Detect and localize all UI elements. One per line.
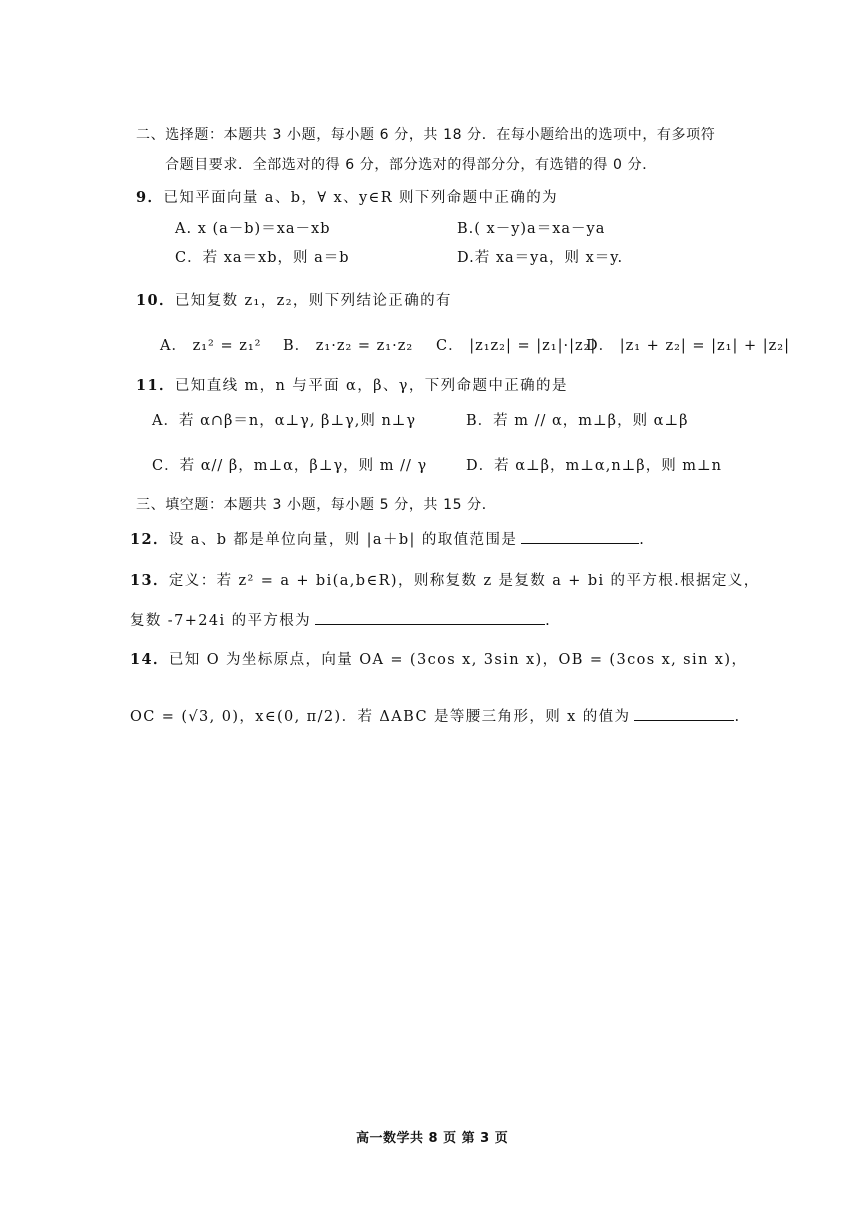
q13-line1 xyxy=(130,569,760,590)
q13-number: 13． xyxy=(130,572,169,589)
section3-heading: 三、填空题：本题共 3 小题，每小题 5 分，共 15 分． xyxy=(136,497,497,513)
q10-option-d: D． |z₁ + z₂| = |z₁| + |z₂| xyxy=(586,338,790,354)
q14-text-line2: OC = (√3, 0)，x∈(0, π/2)．若 ΔABC 是等腰三角形，则 x 的值为 xyxy=(130,709,631,725)
q10-option-b: B． z₁·z₂ = z₁·z₂ xyxy=(283,338,414,354)
q10-stem xyxy=(136,289,452,310)
q11-option-d: D．若 α⊥β，m⊥α,n⊥β，则 m⊥n xyxy=(466,458,723,474)
q12-text: 设 a、b 都是单位向量，则 |a＋b| 的取值范围是 xyxy=(168,532,518,548)
q13-answer-blank[interactable] xyxy=(315,610,545,625)
q10-stem-text: 已知复数 z₁，z₂，则下列结论正确的有 xyxy=(174,293,452,309)
q13-text-line1: 定义：若 z² = a + bi(a,b∈R)，则称复数 z 是复数 a + bi 的平方根.根据定义， xyxy=(168,573,760,589)
q9-option-d: D.若 xa＝ya，则 x＝y. xyxy=(457,250,624,266)
q12-line xyxy=(130,528,645,549)
q9-option-b: B.( x－y)a＝xa－ya xyxy=(457,221,606,237)
q9-number: 9． xyxy=(136,189,164,206)
section2-heading-line2: 合题目要求．全部选对的得 6 分，部分选对的得部分分，有选错的得 0 分． xyxy=(165,157,657,173)
q10-option-c: C． |z₁z₂| = |z₁|·|z₂| xyxy=(436,338,597,354)
q14-answer-blank[interactable] xyxy=(634,706,734,721)
q12-answer-blank[interactable] xyxy=(521,529,639,544)
q12-end: . xyxy=(639,532,646,548)
q14-line1 xyxy=(130,648,747,669)
q9-option-c: C．若 xa＝xb，则 a＝b xyxy=(175,250,350,266)
q14-number: 14． xyxy=(130,651,169,668)
page-footer: 高一数学共 8 页 第 3 页 xyxy=(356,1131,509,1146)
q9-option-a: A. x (a－b)＝xa－xb xyxy=(175,221,331,237)
q13-text-line2: 复数 -7+24i 的平方根为 xyxy=(130,613,312,629)
q13-end: . xyxy=(545,613,552,629)
q11-stem-text: 已知直线 m，n 与平面 α，β、γ，下列命题中正确的是 xyxy=(174,378,568,394)
q9-stem xyxy=(136,186,558,207)
q11-option-b: B．若 m // α，m⊥β，则 α⊥β xyxy=(466,413,689,429)
q14-end: . xyxy=(734,709,741,725)
q13-line2 xyxy=(130,609,551,630)
q12-number: 12． xyxy=(130,531,169,548)
q10-number: 10． xyxy=(136,292,175,309)
q10-option-a: A． z₁² = z₁² xyxy=(160,338,262,354)
q14-line2 xyxy=(130,705,740,726)
q14-text-line1: 已知 O 为坐标原点，向量 OA = (3cos x, 3sin x)，OB = (3cos x, sin x)， xyxy=(168,652,748,668)
q11-option-a: A．若 α∩β＝n，α⊥γ, β⊥γ,则 n⊥γ xyxy=(152,413,417,429)
q11-number: 11． xyxy=(136,377,175,394)
q11-option-c: C．若 α// β，m⊥α，β⊥γ，则 m // γ xyxy=(152,458,428,474)
q11-stem xyxy=(136,374,568,395)
q9-stem-text: 已知平面向量 a、b，∀ x、y∈R 则下列命题中正确的为 xyxy=(163,190,559,206)
section2-heading-line1: 二、选择题：本题共 3 小题，每小题 6 分，共 18 分．在每小题给出的选项中，有多项符 xyxy=(136,127,716,143)
